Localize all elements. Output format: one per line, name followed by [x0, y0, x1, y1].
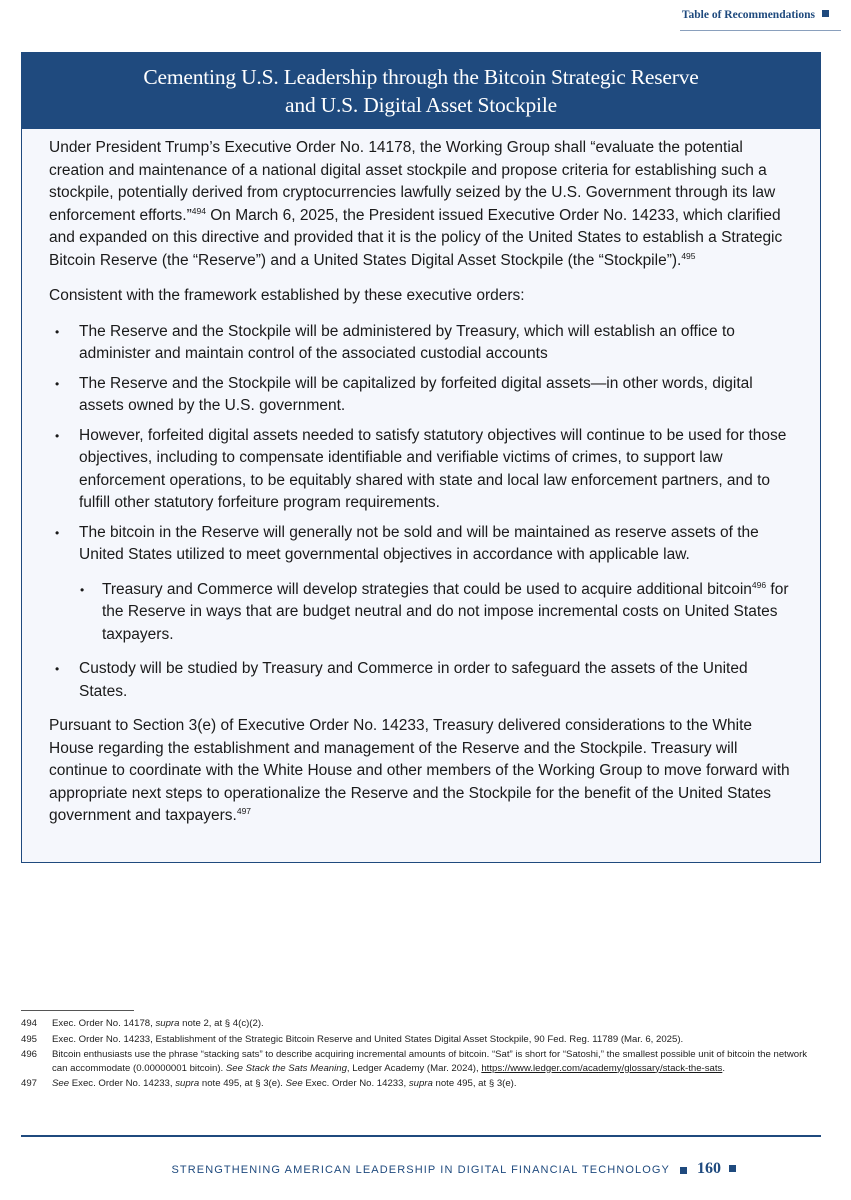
framework-list: [49, 321, 798, 704]
intro-paragraph: [49, 137, 798, 272]
footnote-text: Exec. Order No. 14233, Establishment of the Strategic Bitcoin Reserve and United States Digital Asset Stockpile, 90 Fed. Reg. 11789 (Mar. 6, 2025).: [52, 1033, 684, 1045]
list-item: • Custody will be studied by Treasury and Commerce in order to safeguard the assets of the United States.: [49, 658, 798, 703]
footnote-italic: See Stack the Sats Meaning: [225, 1062, 347, 1074]
footnote-text-part: , Ledger Academy (Mar. 2024),: [346, 1062, 482, 1074]
footnote-text-part: note 2, at § 4(c)(2).: [179, 1018, 264, 1029]
intro-text-a: Under President Trump’s Executive Order No. 14178, the Working Group shall “evaluate the potential creation and maintenance of a national digital asset stockpile and propose criteria for establishing such a stockpile, potentially derived from cryptocurrencies lawfully seized by the U.S. Government through its law enforcement efforts.”: [49, 139, 776, 224]
list-item: • The Reserve and the Stockpile will be capitalized by forfeited digital assets—in other words, digital assets owned by the U.S. government.: [49, 373, 798, 418]
footer-divider: [21, 1135, 821, 1137]
closing-paragraph: [49, 715, 798, 828]
footnote-text: [52, 1048, 821, 1075]
framework-paragraph: Consistent with the framework established by these executive orders:: [49, 287, 525, 304]
square-icon: [822, 10, 829, 17]
footnote-italic: supra: [155, 1018, 180, 1029]
footnote-italic: See: [52, 1078, 70, 1089]
page-number-value: 160: [697, 1160, 721, 1177]
footnote-italic: See: [285, 1078, 303, 1089]
sub-item-text-b: for the Reserve in ways that are budget neutral and do not impose incremental costs on United States taxpayers.: [102, 580, 789, 643]
footnote-text-part: Exec. Order No. 14178,: [52, 1018, 156, 1029]
ledger-academy-link[interactable]: https://www.ledger.com/academy/glossary/stack-the-sats: [481, 1062, 723, 1074]
footnote-number: 494: [21, 1018, 38, 1029]
footnote-494: [21, 1017, 821, 1031]
recommendation-box: [21, 52, 821, 863]
footer-title: [171, 1164, 695, 1176]
sub-item-text-a: Treasury and Commerce will develop strategies that could be used to acquire additional bitcoin: [102, 580, 752, 598]
footnote-ref-495[interactable]: 495: [681, 250, 696, 261]
footnote-495: [21, 1033, 821, 1047]
footnote-text-part: Exec. Order No. 14233,: [69, 1078, 176, 1089]
footnote-text-part: note 495, at § 3(e).: [432, 1078, 517, 1089]
list-item: • However, forfeited digital assets needed to satisfy statutory objectives will continue to be used for those objectives, including to compensate identifiable and verifiable victims of crimes, to support law enforcement operations, to be equitably shared with state and local law enforcement partners, and to fulfill other statutory forfeiture program requirements.: [49, 425, 798, 515]
sub-list-item: [49, 579, 798, 647]
footnote-ref-496[interactable]: 496: [751, 579, 767, 590]
list-item: • The bitcoin in the Reserve will generally not be sold and will be maintained as reserve assets of the United States utilized to meet governmental objectives in accordance with applicable law.: [49, 522, 798, 567]
footnote-number: 497: [21, 1078, 38, 1089]
footnote-text: [52, 1017, 821, 1031]
footnote-text-part: note 495, at § 3(e).: [199, 1078, 286, 1089]
footnote-italic: supra: [175, 1078, 200, 1089]
footnote-text: [52, 1077, 821, 1091]
footnote-number: 496: [21, 1049, 38, 1060]
header-link-label: Table of Recommendations: [681, 9, 815, 21]
footnote-text-part: .: [722, 1062, 725, 1074]
footnote-496: [21, 1048, 821, 1075]
square-icon: [729, 1165, 736, 1172]
closing-text: Pursuant to Section 3(e) of Executive Order No. 14233, Treasury delivered considerations to the White House regarding the establishment and management of the Reserve and the Stockpile. Treasury will continue to coordinate with the White House and other members of the Working Group to move forward with appropriate next steps to operationalize the Reserve and the Stockpile for the benefit of the United States government and taxpayers.: [49, 717, 790, 824]
page-number: [697, 1160, 736, 1178]
footnote-497: [21, 1077, 821, 1091]
footer-text: STRENGTHENING AMERICAN LEADERSHIP IN DIGITAL FINANCIAL TECHNOLOGY: [171, 1164, 670, 1176]
box-title: [22, 53, 820, 129]
footnote-number: 495: [21, 1033, 38, 1045]
footnote-ref-497[interactable]: 497: [236, 805, 252, 816]
footnote-text-part: Bitcoin enthusiasts use the phrase “stacking sats” to describe acquiring incremental amounts of bitcoin. “Sat” is short for “Satoshi,” the smallest possible unit of bitcoin the network can accommodate (0.00000001 bitcoin).: [52, 1049, 808, 1074]
box-title-line-1: Cementing U.S. Leadership through the Bitcoin Strategic Reserve: [143, 65, 699, 89]
footnote-italic: supra: [408, 1078, 433, 1089]
footnote-ref-494[interactable]: 494: [191, 205, 206, 216]
list-item: • The Reserve and the Stockpile will be administered by Treasury, which will establish an office to administer and maintain control of the associated custodial accounts: [49, 321, 798, 366]
top-divider: [680, 30, 841, 31]
square-icon: [680, 1167, 687, 1174]
box-body: [22, 129, 820, 828]
intro-text-b: On March 6, 2025, the President issued Executive Order No. 14233, which clarified and expanded on this directive and provided that it is the policy of the United States to establish a Strategic Bitcoin Reserve (the “Reserve”) and a United States Digital Asset Stockpile (the “Stockpile”).: [49, 206, 783, 269]
table-of-recommendations-link[interactable]: [682, 9, 829, 21]
box-title-line-2: and U.S. Digital Asset Stockpile: [285, 93, 557, 117]
footnotes: [21, 1017, 821, 1093]
footnote-divider: [21, 1010, 134, 1011]
footnote-text-part: Exec. Order No. 14233,: [302, 1078, 409, 1089]
